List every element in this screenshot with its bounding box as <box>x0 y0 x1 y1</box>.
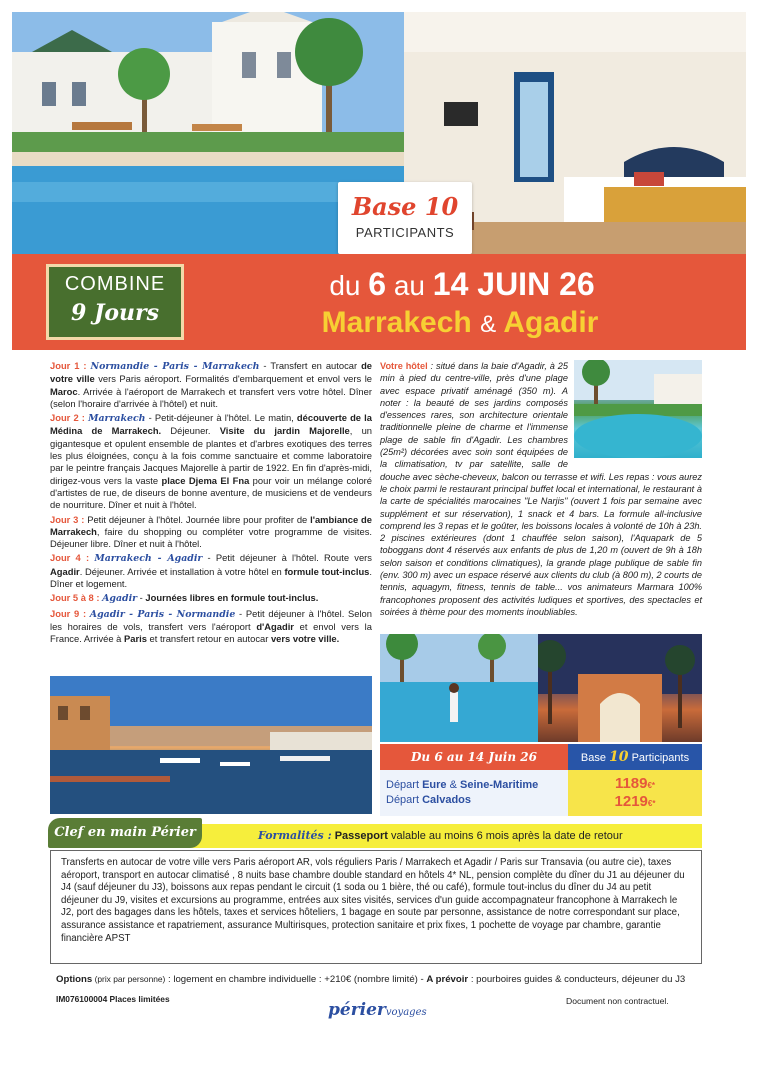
departure-calvados: Calvados <box>422 794 472 806</box>
day-highlight: Maroc <box>50 385 78 397</box>
days-label: 9 Jours <box>70 300 160 326</box>
day-highlight: Visite du jardin Majorelle <box>219 425 350 437</box>
dates-middle: au <box>393 270 425 301</box>
badge-participants-text: PARTICIPANTS <box>355 225 455 240</box>
base-number: 10 <box>609 749 629 765</box>
day-label: Jour 3 : <box>50 513 85 525</box>
day-text: - Petit-déjeuner à l'hôtel. Le matin, <box>145 412 297 424</box>
base-participants-badge <box>338 182 472 254</box>
day-label: Jour 5 à 8 : <box>50 592 100 604</box>
destination-2: Agadir <box>503 306 599 339</box>
price-base-header <box>568 744 702 770</box>
day-text: - Transfert en autocar <box>259 360 362 371</box>
day-route: Marrakech - Agadir <box>94 553 203 565</box>
formalites-bar <box>188 824 702 848</box>
combine-badge <box>46 264 184 340</box>
day-text: vers Paris aéroport. Formalités d'embarquement et envol vers le <box>94 373 372 385</box>
departure-row-2 <box>386 793 562 808</box>
day-highlight: l'ambiance de Marrakech <box>50 513 372 537</box>
hotel-description <box>380 360 702 618</box>
day-highlight: d'Agadir <box>256 620 294 632</box>
dates-prefix: du <box>329 270 361 301</box>
day-route: Agadir <box>102 593 138 605</box>
day-text: . Arrivée à l'aéroport de Marrakech et transfert vers votre hôtel. Dîner (selon l'horaire d'arrivée à l'hôtel) et nuit. <box>50 385 372 409</box>
price-box <box>380 744 702 816</box>
itinerary <box>50 360 372 648</box>
day-text: Déjeuner. <box>161 425 220 437</box>
hotel-pool-garden-photo <box>574 360 702 458</box>
itinerary-day-2 <box>50 412 372 511</box>
price-currency: €* <box>647 781 656 790</box>
day-highlight: Agadir <box>50 565 80 577</box>
day-label: Jour 9 : <box>50 607 87 619</box>
logo-main: périer <box>328 1000 386 1020</box>
day-label: Jour 2 : <box>50 412 85 424</box>
base-word: Base <box>580 752 606 764</box>
price-value: 1189 <box>614 775 648 792</box>
agadir-marina-photo <box>50 676 372 814</box>
departure-seine-maritime: Seine-Maritime <box>460 779 539 791</box>
day-text: Petit déjeuner à l'hôtel. Journée libre pour profiter de <box>84 513 311 525</box>
reference-code: IM076100004 Places limitées <box>56 994 170 1004</box>
options-text: : logement en chambre individuelle : +210€ (nombre limité) <box>165 974 418 985</box>
formalites-text: valable au moins 6 mois après la date de retour <box>387 830 623 842</box>
passport-word: Passeport <box>334 830 388 842</box>
day-text: - Petit déjeuner à l'hôtel. Selon les horaires de vols, transfert vers l'aéroport <box>50 607 372 632</box>
options-line <box>56 974 706 985</box>
destination-amp: & <box>480 311 497 338</box>
hotel-pool-art <box>574 360 702 458</box>
day-text: et transfert retour en autocar <box>146 633 271 645</box>
day-highlight: Journées libres en formule tout-inclus. <box>145 592 319 604</box>
combine-label: COMBINE <box>64 273 166 295</box>
aquagym-art <box>380 634 538 742</box>
riad-night-photo <box>538 634 702 742</box>
day-text: - Petit déjeuner à l'hôtel. Route vers <box>202 552 372 564</box>
itinerary-day-4 <box>50 552 372 590</box>
price-eure-seine-maritime <box>576 776 694 794</box>
day-text: , faire du shopping ou compléter votre programme de visites. Déjeuner libre. Dîner et nuit à l'hôtel. <box>50 525 372 550</box>
title-banner <box>12 254 746 350</box>
participants-word: Participants <box>631 752 690 764</box>
day-text: . Déjeuner. Arrivée et installation à votre hôtel en <box>79 565 285 577</box>
day-route: Agadir - Paris - Normandie <box>89 608 236 620</box>
hotel-text: : situé dans la baie d'Agadir, à 25 min à pied du centre-ville, près d'une plage avec espace privatif aménagé (350 m). A noter : la beauté de ses jardins composés d'essences rares, son architecture orientale traditionnelle pleine de charme et l'immense plage de sable fin d'Agadir. Les chambres (25m²) décorées avec soin sont équipées de la climatisation, tv par satellite, salle de douche avec sèche-cheveux, balcon ou terrasse et wifi. Les repas : vous aurez le choix parmi le restaurant principal buffet local et international, le restaurant à la carte de spécialités marocaines "Le Narjis" (ouvert 1 fois par semaine avec supplément et sur réservation), 1 snack et 4 bars. La formule all-inclusive comprend les 3 repas et le goûter, les boissons locales à volonté de 10h à 23h. 2 piscines extérieures (dont 1 chauffée selon saison), l'Aquapark de 5 toboggans dont 4 réservés aux enfants de plus de 1,20 m (ouvert de 9h à 18h selon saison et conditions climatiques), la grande plage publique de sable fin (env. 300 m) avec un espace réservé aux clients du club (à 800 m), 2 courts de tennis, aquagym, fitness, tennis de table... vos animateurs Marmara 100% francophones proposent des activités ludiques et sportives, des spectacles et soirées à thème pour des moments inoubliables. <box>380 361 702 617</box>
a-prevoir-text: : pourboires guides & conducteurs, déjeuner du J3 <box>468 974 686 985</box>
day-text: et envol vers la France. Arrivée à <box>50 620 372 645</box>
aquagym-pool-photo <box>380 634 538 742</box>
departure-eure: Eure <box>422 779 447 791</box>
hero-photos <box>12 12 746 254</box>
included-services: Transferts en autocar de votre ville vers Paris aéroport AR, vols réguliers Paris / Marrakech et Agadir / Paris sur Transavia (ou autre cie), taxes aéroport, transport en autocar climatisé , 8 nuits base chambre double standard en hôtels 4* NL, pension complète du dîner du J1 au déjeuner du J4 (sauf déjeuner du J3), boissons aux repas pendant le circuit (1 soda ou 1 bière, thé ou café), formule tout-inclus du dîner du J4 au petit déjeuner du J9, visites et excursions au programme, entrées aux sites visités, services d'un guide accompagnateur francophone à Marrakech le J2, port des bagages dans les hôtels, taxes et services hôteliers, 1 bagage en soute par personne, assistance de notre correspondant sur place, assurance assistance et rapatriement, assurance Multirisques, protection sanitaire et prix fixes, 1 pochette de voyage par chambre, garantie financière APST <box>50 850 702 964</box>
price-value: 1219 <box>614 793 648 810</box>
options-dash: - <box>417 974 427 985</box>
day-highlight: Paris <box>124 633 147 645</box>
date-start: 6 <box>368 266 387 302</box>
itinerary-day-9 <box>50 608 372 646</box>
disclaimer: Document non contractuel. <box>566 996 669 1006</box>
day-text: - <box>137 592 146 604</box>
prices <box>568 770 702 816</box>
logo-sub: voyages <box>385 1007 427 1018</box>
departures <box>380 770 568 816</box>
price-dates-header: Du 6 au 14 Juin 26 <box>380 744 568 770</box>
day-highlight: formule tout-inclus <box>284 565 370 577</box>
departure-row-1 <box>386 778 562 793</box>
perier-voyages-logo <box>328 1000 427 1020</box>
options-per-person: (prix par personne) <box>92 974 166 984</box>
day-highlight: vers votre ville. <box>270 633 340 645</box>
a-prevoir-label: A prévoir <box>426 974 469 985</box>
price-currency: €* <box>647 799 656 808</box>
trip-dates <box>282 266 642 303</box>
day-text: , un gigantesque et opulent ensemble de plantes et d'arbres exotiques des terres les plus éloignées, conçu à la fois comme sanctuaire et comme laboratoire par le peintre français Jacques Majorelle à partir de 1922. En fin d'après-midi, dirigez-vous vers la vaste <box>50 425 373 486</box>
day-highlight: place Djema El Fna <box>161 474 250 486</box>
options-label: Options <box>56 974 93 985</box>
itinerary-day-1 <box>50 360 372 410</box>
departure-word: Départ <box>386 794 420 806</box>
date-end: 14 JUIN 26 <box>432 266 595 302</box>
day-highlight: découverte de la Médina de Marrakech. <box>50 412 372 437</box>
itinerary-day-5-8 <box>50 592 372 605</box>
day-text: . Dîner et logement. <box>50 565 372 590</box>
itinerary-day-3 <box>50 514 372 551</box>
hotel-title: Votre hôtel <box>380 361 428 371</box>
riad-art <box>538 634 702 742</box>
day-label: Jour 4 : <box>50 552 90 564</box>
departure-amp: & <box>449 779 457 791</box>
day-route: Marrakech <box>88 413 146 425</box>
marina-photo-art <box>50 676 372 814</box>
day-highlight: de votre ville <box>50 360 373 385</box>
clef-en-main-label: Clef en main Périer <box>48 818 202 848</box>
badge-base-text: Base 10 <box>351 192 459 221</box>
day-text: pour voir un mélange coloré d'artistes de rue, de diseurs de bonne aventure, de musiciens et de vendeurs de nourriture. Dîner et nuit à l'hôtel. <box>50 474 373 511</box>
destinations <box>270 306 650 340</box>
departure-word: Départ <box>386 779 420 791</box>
destination-1: Marrakech <box>321 306 472 339</box>
formalites-label: Formalités : <box>258 829 332 842</box>
day-route: Normandie - Paris - Marrakech <box>90 361 260 372</box>
price-calvados <box>576 794 694 812</box>
day-label: Jour 1 : <box>50 360 87 371</box>
